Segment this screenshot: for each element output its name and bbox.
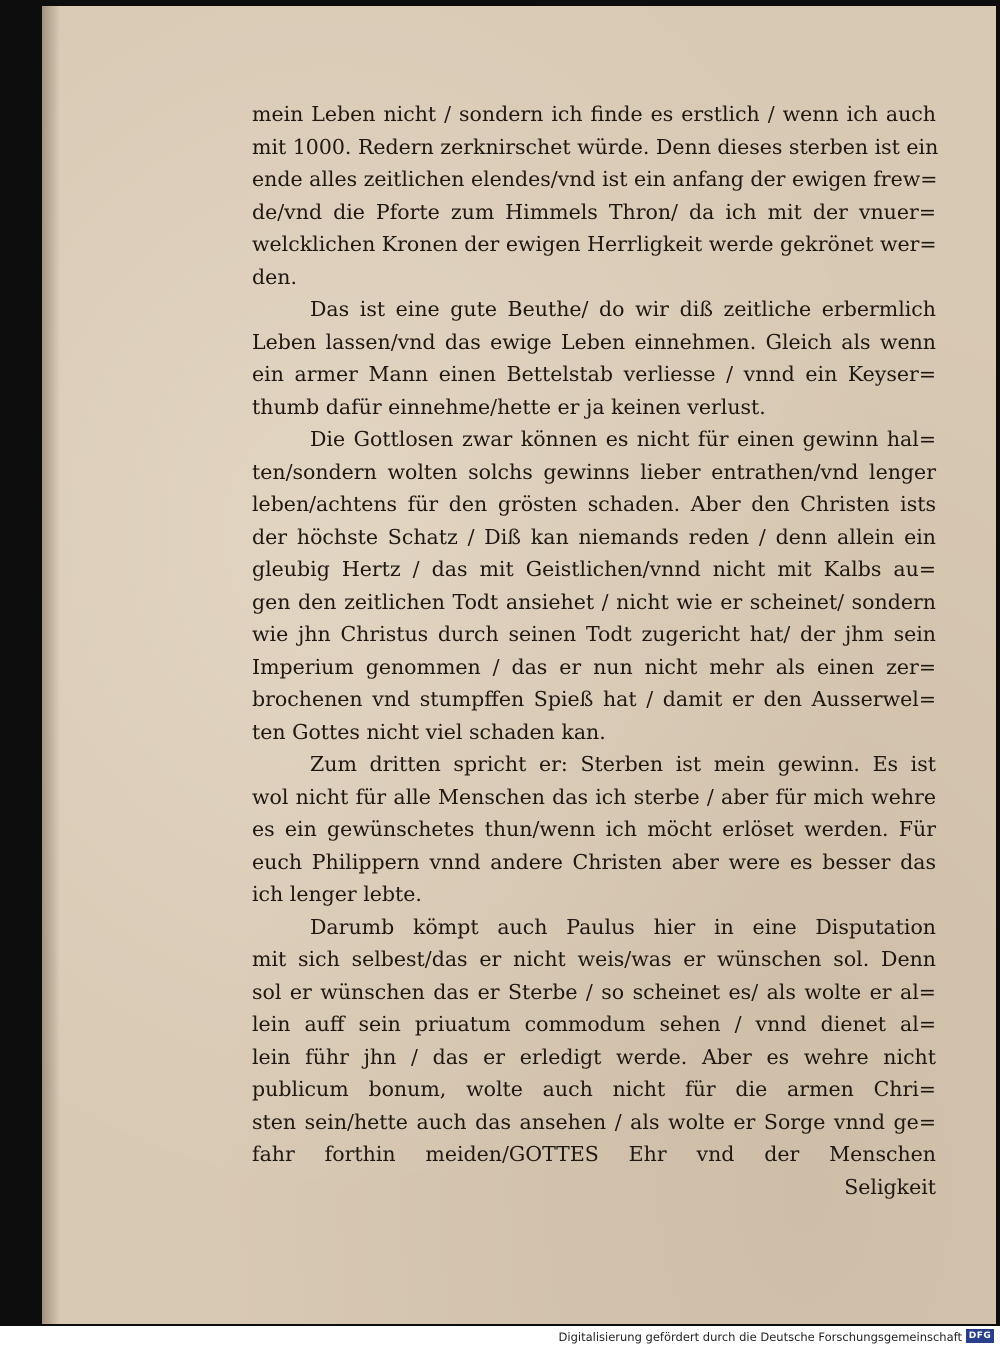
dfg-logo: DFG <box>966 1329 994 1343</box>
text-line: Zum dritten spricht er: Sterben ist mein gewinn. Es ist <box>310 752 936 776</box>
text-line: thumb dafür einnehme/hette er ja keinen verlust. <box>252 394 766 419</box>
text-line: Leben lassen/vnd das ewige Leben einnehmen. Gleich als wenn <box>252 329 936 354</box>
catchword: Seligkeit <box>844 1174 936 1199</box>
text-line: lein führ jhn / das er erledigt werde. Aber es wehre nicht <box>252 1044 936 1069</box>
text-line: fahr forthin meiden/GOTTES Ehr vnd der Menschen <box>252 1142 936 1166</box>
funding-credit: Digitalisierung gefördert durch die Deutsche Forschungsgemeinschaft <box>558 1330 962 1344</box>
text-line: euch Philippern vnnd andere Christen aber were es besser das <box>252 849 936 874</box>
book-page <box>42 6 996 1324</box>
page-gutter-shadow <box>42 6 60 1324</box>
footer-bar <box>0 1326 1000 1348</box>
text-line: gleubig Hertz / das mit Geistlichen/vnnd nicht mit Kalbs au= <box>252 557 936 581</box>
page-text-block <box>252 98 939 1203</box>
text-line: leben/achtens für den grösten schaden. Aber den Christen ists <box>252 492 936 516</box>
text-line: Die Gottlosen zwar können es nicht für einen gewinn hal= <box>310 427 936 451</box>
text-line: wol nicht für alle Menschen das ich sterbe / aber für mich wehre <box>252 784 936 809</box>
text-line: ten Gottes nicht viel schaden kan. <box>252 719 606 744</box>
text-line: publicum bonum, wolte auch nicht für die armen Chri= <box>252 1077 936 1101</box>
text-line: der höchste Schatz / Diß kan niemands reden / denn allein ein <box>252 524 936 549</box>
text-line: gen den zeitlichen Todt ansiehet / nicht wie er scheinet/ sondern <box>252 589 936 614</box>
text-line: lein auff sein priuatum commodum sehen / vnnd dienet al= <box>252 1012 936 1036</box>
text-line: ten/sondern wolten solchs gewinns lieber entrathen/vnd lenger <box>252 459 936 484</box>
text-line: de/vnd die Pforte zum Himmels Thron/ da ich mit der vnuer= <box>252 199 936 224</box>
text-line: sten sein/hette auch das ansehen / als wolte er Sorge vnnd ge= <box>252 1109 936 1134</box>
text-line: mein Leben nicht / sondern ich finde es erstlich / wenn ich auch <box>252 102 936 126</box>
text-line: mit 1000. Redern zerknirschet würde. Denn dieses sterben ist ein <box>252 134 939 159</box>
text-line: Imperium genommen / das er nun nicht mehr als einen zer= <box>252 654 936 679</box>
text-line: ein armer Mann einen Bettelstab verliesse / vnnd ein Keyser= <box>252 362 936 386</box>
text-line: welcklichen Kronen der ewigen Herrligkeit werde gekrönet wer= <box>252 232 937 256</box>
text-line: den. <box>252 264 297 289</box>
text-line: es ein gewünschetes thun/wenn ich möcht erlöset werden. Für <box>252 817 936 841</box>
text-line: brochenen vnd stumpffen Spieß hat / damit er den Ausserwel= <box>252 687 936 711</box>
text-line: mit sich selbest/das er nicht weis/was er wünschen sol. Denn <box>252 947 936 971</box>
text-line: sol er wünschen das er Sterbe / so scheinet es/ als wolte er al= <box>252 979 936 1004</box>
text-line: Darumb kömpt auch Paulus hier in eine Disputation <box>310 914 936 939</box>
text-line: ende alles zeitlichen elendes/vnd ist ein anfang der ewigen frew= <box>252 167 938 191</box>
text-line: wie jhn Christus durch seinen Todt zugericht hat/ der jhm sein <box>252 622 936 646</box>
text-line: ich lenger lebte. <box>252 882 422 906</box>
text-line: Das ist eine gute Beuthe/ do wir diß zeitliche erbermlich <box>310 297 936 321</box>
